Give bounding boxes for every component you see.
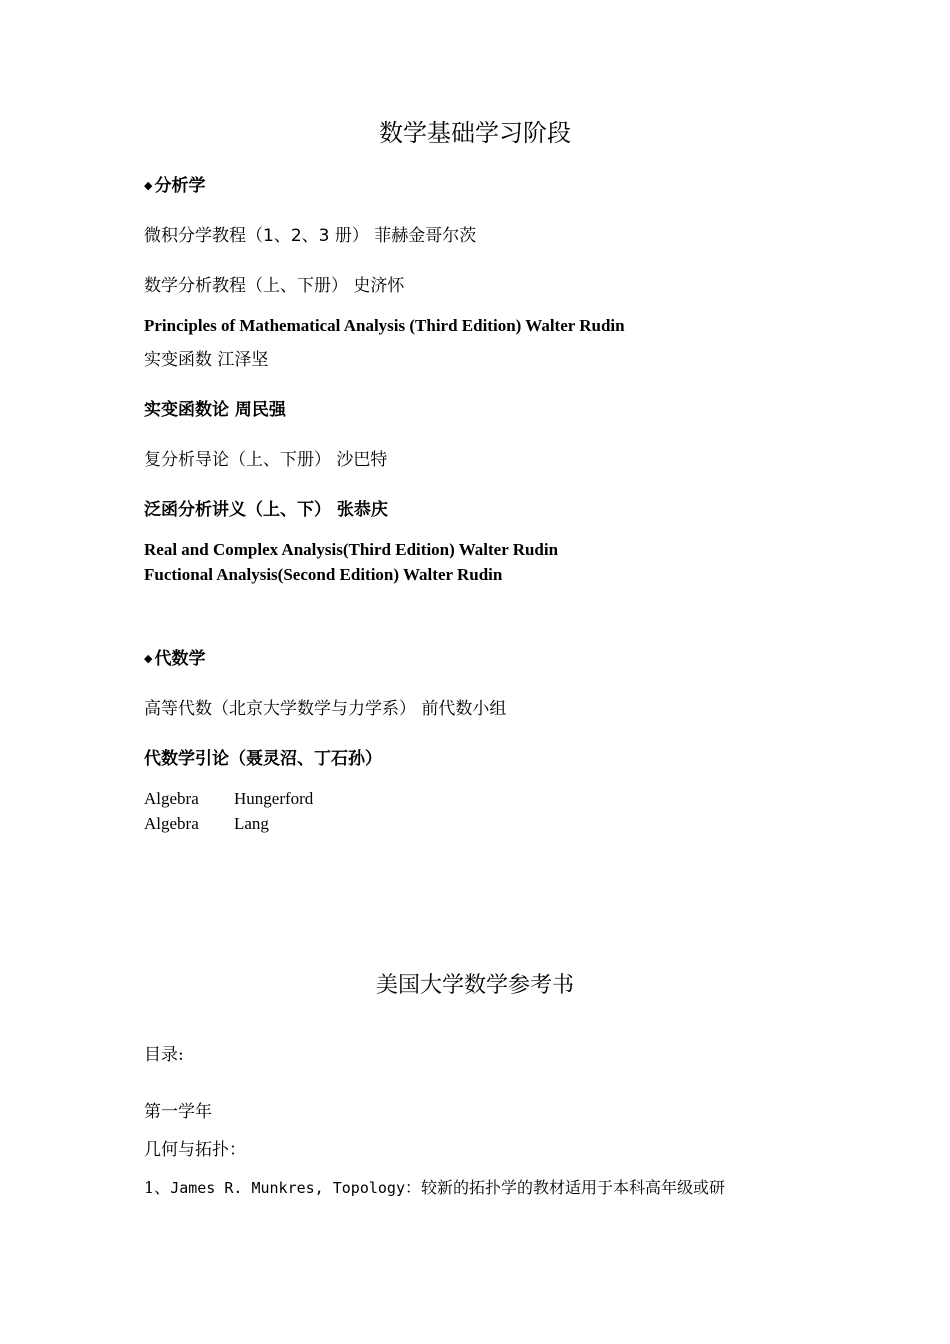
reference-entry (144, 1176, 725, 1200)
book-author: Lang (234, 814, 269, 833)
book-item: Fuctional Analysis(Second Edition) Walter Rudin (144, 565, 503, 584)
book-item: Principles of Mathematical Analysis (Third Edition) Walter Rudin (144, 316, 625, 335)
book-title: Algebra (144, 789, 199, 808)
book-table-row (144, 813, 444, 835)
book-item: Real and Complex Analysis(Third Edition) Walter Rudin (144, 540, 559, 559)
analysis-heading-text: 分析学 (154, 176, 206, 196)
book-author: Hungerford (234, 789, 314, 808)
book-item: 代数学引论（聂灵沼、丁石孙） (144, 749, 382, 769)
book-item: 实变函数论 周民强 (144, 400, 286, 420)
year-label: 第一学年 (144, 1102, 212, 1122)
entry-number: 1、 (144, 1178, 171, 1197)
book-item: 数学分析教程（上、下册） 史济怀 (144, 276, 405, 296)
book-title: Algebra (144, 814, 199, 833)
subject-label: 几何与拓扑： (144, 1140, 246, 1160)
section-title: 美国大学数学参考书 (375, 973, 574, 998)
book-item: 泛函分析讲义（上、下） 张恭庆 (144, 500, 388, 520)
book-item: 高等代数（北京大学数学与力学系） 前代数小组 (144, 699, 507, 719)
diamond-bullet-icon: ◆ (144, 652, 153, 665)
algebra-heading-text: 代数学 (154, 649, 206, 669)
book-table-row (144, 788, 444, 810)
entry-description: ：较新的拓扑学的教材适用于本科高年级或研 (405, 1178, 726, 1197)
page-title: 数学基础学习阶段 (379, 119, 571, 147)
book-item: 微积分学教程（1、2、3 册） 菲赫金哥尔茨 (144, 226, 477, 246)
entry-book: James R. Munkres, Topology (170, 1179, 405, 1197)
toc-label: 目录: (144, 1045, 184, 1065)
diamond-bullet-icon: ◆ (144, 179, 153, 192)
book-item: 复分析导论（上、下册） 沙巴特 (144, 450, 388, 470)
book-item: 实变函数 江泽坚 (144, 350, 269, 370)
analysis-heading (144, 174, 205, 200)
algebra-heading (144, 647, 205, 673)
